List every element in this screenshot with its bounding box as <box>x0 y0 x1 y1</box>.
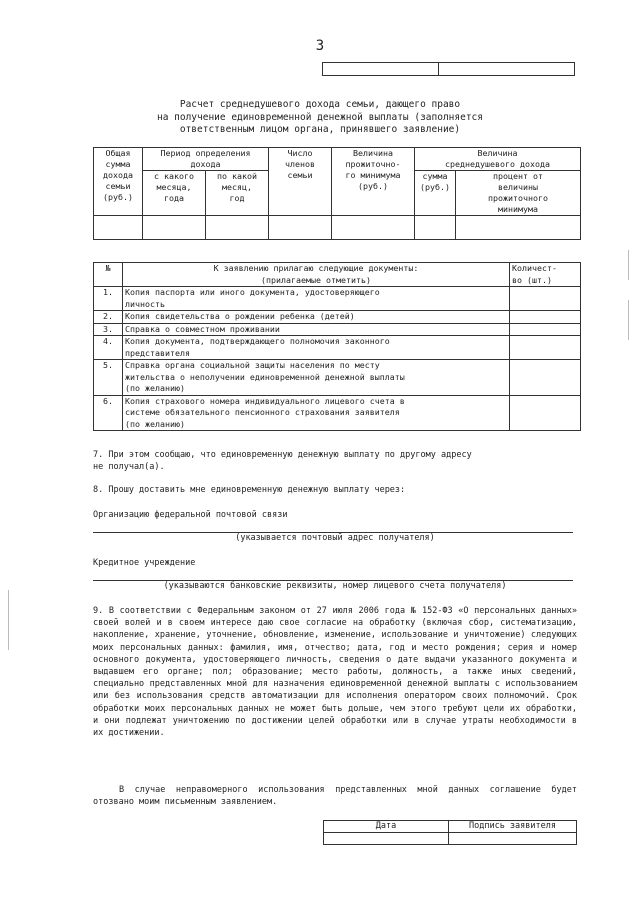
income-table <box>93 147 581 240</box>
input-members[interactable] <box>269 216 332 240</box>
row-number: 4. <box>94 336 123 360</box>
signature-field[interactable] <box>449 833 577 845</box>
signature-table <box>323 820 577 845</box>
title-line: на получение единовременной денежной выплаты (заполняется <box>156 111 483 123</box>
table-row <box>94 311 581 324</box>
title-line: Расчет среднедушевого дохода семьи, дающего право <box>179 99 461 110</box>
input-avg-sum[interactable] <box>415 216 456 240</box>
h-total-income: Общая сумма дохода семьи (руб.) <box>94 148 143 216</box>
header-code-box <box>322 62 575 76</box>
post-address-hint: (указывается почтовый адрес получателя) <box>235 533 435 543</box>
paragraph-8: 8. Прошу доставить мне единовременную денежную выплату через: <box>93 485 406 495</box>
h-minimum: Величина прожиточно- го минимума (руб.) <box>332 148 415 216</box>
date-label: Дата <box>324 821 449 833</box>
paragraph-9-revoke: В случае неправомерного использования представленных мной данных соглашение будет отозвано моим письменным заявлением. <box>93 785 577 808</box>
document-item[interactable]: Справка органа социальной защиты населения по месту жительства о неполучении единовременной денежной выплаты (по желанию) <box>123 360 510 396</box>
row-number: 1. <box>94 287 123 311</box>
title-line: ответственным лицом органа, принявшего заявление) <box>179 124 461 135</box>
h-period-from: с какого месяца, года <box>143 171 206 216</box>
scan-edge-mark <box>628 300 629 340</box>
table-row <box>94 336 581 360</box>
h-documents: К заявлению прилагаю следующие документы: (прилагаемые отметить) <box>123 263 510 287</box>
page-number: 3 <box>315 38 325 54</box>
table-row <box>94 323 581 336</box>
scan-edge-mark <box>8 590 9 650</box>
income-calc-title <box>110 99 530 137</box>
quantity-cell[interactable] <box>510 336 581 360</box>
h-quantity: Количест- во (шт.) <box>510 263 581 287</box>
h-period-to: по какой месяц, год <box>206 171 269 216</box>
post-office-label: Организацию федеральной почтовой связи <box>93 510 288 520</box>
h-period: Период определения дохода <box>143 148 269 171</box>
table-row <box>94 395 581 431</box>
credit-institution-label: Кредитное учреждение <box>93 558 196 568</box>
h-avg-percent: процент от величины прожиточного минимума <box>456 171 581 216</box>
table-row <box>94 360 581 396</box>
row-number: 3. <box>94 323 123 336</box>
document-item[interactable]: Копия свидетельства о рождении ребенка (детей) <box>123 311 510 324</box>
h-avg-income: Величина среднедушевого дохода <box>415 148 581 171</box>
row-number: 2. <box>94 311 123 324</box>
scan-edge-mark <box>628 250 629 280</box>
input-period-from[interactable] <box>143 216 206 240</box>
paragraph-9-consent: 9. В соответствии с Федеральным законом от 27 июля 2006 года № 152-ФЗ «О персональных данных» своей волей и в своем интересе даю свое согласие на обработку (включая сбор, систематизацию, накопление, хранение, уточнение, обновление, изменение, использование и уничтожение) следующих моих персональных данных: фамилия, имя, отчество; дата, год и место рождения; серия и номер основного документа, удостоверяющего личность, сведения о дате выдачи указанного документа и выдавшем его органе; пол; образование; место работы, должность, а также иных сведений, специально представленных мной для назначения единовременной денежной выплаты с использованием или без использования средств автоматизации для исполнения оператором своих полномочий. Срок обработки моих персональных данных не может быть дольше, чем этого требуют цели их обработки, и они подлежат уничтожению по достижении целей обработки или в случае утраты необходимости в их достижении. <box>93 606 577 739</box>
input-avg-percent[interactable] <box>456 216 581 240</box>
table-row <box>94 287 581 311</box>
input-period-to[interactable] <box>206 216 269 240</box>
quantity-cell[interactable] <box>510 311 581 324</box>
h-num: № <box>94 263 123 287</box>
header-code-cell-1[interactable] <box>323 63 439 75</box>
bank-details-hint: (указываются банковские реквизиты, номер лицевого счета получателя) <box>163 581 507 591</box>
input-minimum[interactable] <box>332 216 415 240</box>
document-item[interactable]: Копия паспорта или иного документа, удостоверяющего личность <box>123 287 510 311</box>
h-members: Число членов семьи <box>269 148 332 216</box>
document-item[interactable]: Копия документа, подтверждающего полномочия законного представителя <box>123 336 510 360</box>
h-avg-sum: сумма (руб.) <box>415 171 456 216</box>
document-item[interactable]: Копия страхового номера индивидуального лицевого счета в системе обязательного пенсионного страхования заявителя (по желанию) <box>123 395 510 431</box>
quantity-cell[interactable] <box>510 287 581 311</box>
paragraph-7: 7. При этом сообщаю, что единовременную денежную выплату по другому адресу не получал(а). <box>93 450 472 472</box>
signature-label: Подпись заявителя <box>449 821 577 833</box>
row-number: 5. <box>94 360 123 396</box>
document-item[interactable]: Справка о совместном проживании <box>123 323 510 336</box>
input-total-income[interactable] <box>94 216 143 240</box>
quantity-cell[interactable] <box>510 323 581 336</box>
quantity-cell[interactable] <box>510 395 581 431</box>
quantity-cell[interactable] <box>510 360 581 396</box>
date-field[interactable] <box>324 833 449 845</box>
row-number: 6. <box>94 395 123 431</box>
documents-table <box>93 262 581 431</box>
